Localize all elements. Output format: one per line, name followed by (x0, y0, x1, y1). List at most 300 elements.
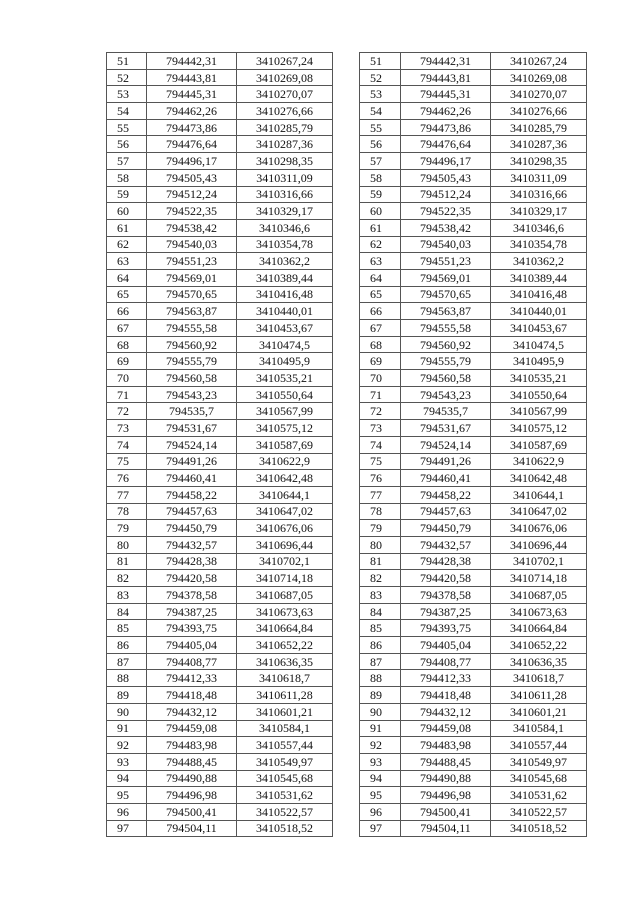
x-coordinate-cell: 794522,35 (401, 203, 491, 220)
point-number-cell: 81 (107, 553, 147, 570)
x-coordinate-cell: 794540,03 (401, 236, 491, 253)
table-row (107, 53, 333, 70)
x-coordinate-cell: 794531,67 (147, 420, 237, 437)
x-coordinate-cell: 794442,31 (147, 53, 237, 70)
y-coordinate-cell: 3410647,02 (237, 503, 333, 520)
point-number-cell: 71 (107, 386, 147, 403)
table-row (360, 236, 587, 253)
y-coordinate-cell: 3410567,99 (491, 403, 587, 420)
y-coordinate-cell: 3410389,44 (491, 269, 587, 286)
y-coordinate-cell: 3410453,67 (237, 320, 333, 337)
point-number-cell: 68 (107, 336, 147, 353)
x-coordinate-cell: 794405,04 (401, 637, 491, 654)
table-row (360, 153, 587, 170)
y-coordinate-cell: 3410276,66 (491, 103, 587, 120)
table-row (107, 303, 333, 320)
y-coordinate-cell: 3410557,44 (491, 737, 587, 754)
x-coordinate-cell: 794458,22 (147, 486, 237, 503)
y-coordinate-cell: 3410673,63 (237, 603, 333, 620)
table-row (107, 370, 333, 387)
table-row (107, 103, 333, 120)
table-row (107, 520, 333, 537)
x-coordinate-cell: 794524,14 (147, 436, 237, 453)
x-coordinate-cell: 794496,98 (401, 787, 491, 804)
point-number-cell: 59 (360, 186, 401, 203)
y-coordinate-cell: 3410270,07 (491, 86, 587, 103)
x-coordinate-cell: 794504,11 (401, 820, 491, 837)
table-row (107, 486, 333, 503)
table-row (360, 720, 587, 737)
x-coordinate-cell: 794460,41 (147, 470, 237, 487)
table-row (360, 219, 587, 236)
point-number-cell: 90 (360, 703, 401, 720)
point-number-cell: 64 (107, 269, 147, 286)
x-coordinate-cell: 794473,86 (401, 119, 491, 136)
x-coordinate-cell: 794560,92 (401, 336, 491, 353)
x-coordinate-cell: 794432,12 (401, 703, 491, 720)
point-number-cell: 65 (360, 286, 401, 303)
point-number-cell: 90 (107, 703, 147, 720)
x-coordinate-cell: 794555,58 (147, 320, 237, 337)
table-row (360, 486, 587, 503)
point-number-cell: 61 (107, 219, 147, 236)
table-row (360, 470, 587, 487)
y-coordinate-cell: 3410587,69 (237, 436, 333, 453)
table-row (107, 536, 333, 553)
point-number-cell: 71 (360, 386, 401, 403)
x-coordinate-cell: 794387,25 (147, 603, 237, 620)
y-coordinate-cell: 3410714,18 (491, 570, 587, 587)
y-coordinate-cell: 3410389,44 (237, 269, 333, 286)
table-row (107, 86, 333, 103)
table-row (107, 119, 333, 136)
y-coordinate-cell: 3410518,52 (491, 820, 587, 837)
point-number-cell: 51 (360, 53, 401, 70)
x-coordinate-cell: 794476,64 (401, 136, 491, 153)
y-coordinate-cell: 3410644,1 (237, 486, 333, 503)
y-coordinate-cell: 3410647,02 (491, 503, 587, 520)
y-coordinate-cell: 3410676,06 (491, 520, 587, 537)
point-number-cell: 53 (107, 86, 147, 103)
x-coordinate-cell: 794491,26 (147, 453, 237, 470)
x-coordinate-cell: 794555,79 (401, 353, 491, 370)
y-coordinate-cell: 3410495,9 (237, 353, 333, 370)
y-coordinate-cell: 3410311,09 (237, 169, 333, 186)
table-row (360, 770, 587, 787)
y-coordinate-cell: 3410298,35 (491, 153, 587, 170)
y-coordinate-cell: 3410575,12 (237, 420, 333, 437)
point-number-cell: 72 (360, 403, 401, 420)
table-body (360, 53, 587, 837)
point-number-cell: 80 (360, 536, 401, 553)
x-coordinate-cell: 794432,12 (147, 703, 237, 720)
y-coordinate-cell: 3410687,05 (237, 587, 333, 604)
point-number-cell: 82 (360, 570, 401, 587)
table-row (107, 720, 333, 737)
table-row (107, 203, 333, 220)
point-number-cell: 59 (107, 186, 147, 203)
x-coordinate-cell: 794462,26 (147, 103, 237, 120)
x-coordinate-cell: 794555,79 (147, 353, 237, 370)
table-row (107, 820, 333, 837)
point-number-cell: 75 (107, 453, 147, 470)
y-coordinate-cell: 3410267,24 (491, 53, 587, 70)
table-row (360, 803, 587, 820)
point-number-cell: 97 (360, 820, 401, 837)
x-coordinate-cell: 794387,25 (401, 603, 491, 620)
point-number-cell: 81 (360, 553, 401, 570)
x-coordinate-cell: 794393,75 (401, 620, 491, 637)
table-row (360, 453, 587, 470)
point-number-cell: 95 (107, 787, 147, 804)
x-coordinate-cell: 794570,65 (147, 286, 237, 303)
x-coordinate-cell: 794460,41 (401, 470, 491, 487)
point-number-cell: 74 (107, 436, 147, 453)
table-row (107, 169, 333, 186)
table-row (107, 153, 333, 170)
point-number-cell: 91 (107, 720, 147, 737)
x-coordinate-cell: 794378,58 (147, 587, 237, 604)
x-coordinate-cell: 794473,86 (147, 119, 237, 136)
x-coordinate-cell: 794408,77 (401, 653, 491, 670)
point-number-cell: 57 (107, 153, 147, 170)
table-row (360, 303, 587, 320)
y-coordinate-cell: 3410329,17 (237, 203, 333, 220)
x-coordinate-cell: 794496,17 (401, 153, 491, 170)
point-number-cell: 84 (360, 603, 401, 620)
table-row (360, 703, 587, 720)
x-coordinate-cell: 794543,23 (401, 386, 491, 403)
table-row (360, 403, 587, 420)
point-number-cell: 55 (107, 119, 147, 136)
table-row (360, 253, 587, 270)
x-coordinate-cell: 794551,23 (147, 253, 237, 270)
table-row (360, 587, 587, 604)
y-coordinate-cell: 3410535,21 (491, 370, 587, 387)
y-coordinate-cell: 3410440,01 (237, 303, 333, 320)
x-coordinate-cell: 794462,26 (401, 103, 491, 120)
point-number-cell: 91 (360, 720, 401, 737)
y-coordinate-cell: 3410587,69 (491, 436, 587, 453)
table-row (107, 436, 333, 453)
x-coordinate-cell: 794551,23 (401, 253, 491, 270)
y-coordinate-cell: 3410416,48 (237, 286, 333, 303)
x-coordinate-cell: 794496,17 (147, 153, 237, 170)
y-coordinate-cell: 3410285,79 (237, 119, 333, 136)
y-coordinate-cell: 3410298,35 (237, 153, 333, 170)
y-coordinate-cell: 3410535,21 (237, 370, 333, 387)
y-coordinate-cell: 3410329,17 (491, 203, 587, 220)
y-coordinate-cell: 3410311,09 (491, 169, 587, 186)
y-coordinate-cell: 3410652,22 (491, 637, 587, 654)
x-coordinate-cell: 794483,98 (401, 737, 491, 754)
y-coordinate-cell: 3410687,05 (491, 587, 587, 604)
table-row (360, 820, 587, 837)
table-row (107, 703, 333, 720)
point-number-cell: 70 (360, 370, 401, 387)
table-row (360, 620, 587, 637)
x-coordinate-cell: 794570,65 (401, 286, 491, 303)
table-row (360, 737, 587, 754)
x-coordinate-cell: 794560,92 (147, 336, 237, 353)
y-coordinate-cell: 3410531,62 (491, 787, 587, 804)
point-number-cell: 55 (360, 119, 401, 136)
x-coordinate-cell: 794442,31 (401, 53, 491, 70)
x-coordinate-cell: 794569,01 (401, 269, 491, 286)
point-number-cell: 64 (360, 269, 401, 286)
y-coordinate-cell: 3410676,06 (237, 520, 333, 537)
point-number-cell: 62 (107, 236, 147, 253)
x-coordinate-cell: 794500,41 (401, 803, 491, 820)
point-number-cell: 52 (107, 69, 147, 86)
point-number-cell: 57 (360, 153, 401, 170)
table-row (360, 119, 587, 136)
point-number-cell: 80 (107, 536, 147, 553)
table-row (360, 103, 587, 120)
point-number-cell: 79 (107, 520, 147, 537)
y-coordinate-cell: 3410474,5 (237, 336, 333, 353)
x-coordinate-cell: 794555,58 (401, 320, 491, 337)
x-coordinate-cell: 794450,79 (401, 520, 491, 537)
table-row (107, 787, 333, 804)
y-coordinate-cell: 3410702,1 (491, 553, 587, 570)
point-number-cell: 85 (107, 620, 147, 637)
point-number-cell: 56 (107, 136, 147, 153)
x-coordinate-cell: 794563,87 (147, 303, 237, 320)
y-coordinate-cell: 3410696,44 (237, 536, 333, 553)
x-coordinate-cell: 794505,43 (401, 169, 491, 186)
point-number-cell: 69 (107, 353, 147, 370)
table-row (107, 69, 333, 86)
table-row (107, 620, 333, 637)
table-row (360, 670, 587, 687)
point-number-cell: 89 (360, 687, 401, 704)
y-coordinate-cell: 3410269,08 (491, 69, 587, 86)
point-number-cell: 52 (360, 69, 401, 86)
x-coordinate-cell: 794458,22 (401, 486, 491, 503)
table-row (360, 353, 587, 370)
point-number-cell: 73 (107, 420, 147, 437)
y-coordinate-cell: 3410416,48 (491, 286, 587, 303)
point-number-cell: 62 (360, 236, 401, 253)
y-coordinate-cell: 3410474,5 (491, 336, 587, 353)
y-coordinate-cell: 3410346,6 (237, 219, 333, 236)
y-coordinate-cell: 3410522,57 (237, 803, 333, 820)
y-coordinate-cell: 3410267,24 (237, 53, 333, 70)
point-number-cell: 68 (360, 336, 401, 353)
y-coordinate-cell: 3410622,9 (491, 453, 587, 470)
table-row (107, 236, 333, 253)
table-row (107, 770, 333, 787)
table-row (360, 136, 587, 153)
point-number-cell: 60 (107, 203, 147, 220)
point-number-cell: 54 (107, 103, 147, 120)
table-row (107, 253, 333, 270)
y-coordinate-cell: 3410642,48 (491, 470, 587, 487)
y-coordinate-cell: 3410644,1 (491, 486, 587, 503)
y-coordinate-cell: 3410550,64 (491, 386, 587, 403)
x-coordinate-cell: 794412,33 (147, 670, 237, 687)
table-row (360, 687, 587, 704)
x-coordinate-cell: 794457,63 (147, 503, 237, 520)
table-row (107, 286, 333, 303)
y-coordinate-cell: 3410696,44 (491, 536, 587, 553)
x-coordinate-cell: 794393,75 (147, 620, 237, 637)
x-coordinate-cell: 794535,7 (147, 403, 237, 420)
table-row (107, 320, 333, 337)
point-number-cell: 92 (360, 737, 401, 754)
table-row (107, 737, 333, 754)
table-row (107, 670, 333, 687)
y-coordinate-cell: 3410601,21 (491, 703, 587, 720)
y-coordinate-cell: 3410584,1 (237, 720, 333, 737)
table-row (107, 353, 333, 370)
table-body (107, 53, 333, 837)
point-number-cell: 82 (107, 570, 147, 587)
x-coordinate-cell: 794443,81 (147, 69, 237, 86)
y-coordinate-cell: 3410642,48 (237, 470, 333, 487)
table-row (360, 286, 587, 303)
table-row (107, 587, 333, 604)
point-number-cell: 61 (360, 219, 401, 236)
x-coordinate-cell: 794563,87 (401, 303, 491, 320)
x-coordinate-cell: 794491,26 (401, 453, 491, 470)
table-row (107, 753, 333, 770)
y-coordinate-cell: 3410453,67 (491, 320, 587, 337)
y-coordinate-cell: 3410664,84 (237, 620, 333, 637)
x-coordinate-cell: 794420,58 (401, 570, 491, 587)
y-coordinate-cell: 3410346,6 (491, 219, 587, 236)
point-number-cell: 86 (360, 637, 401, 654)
point-number-cell: 77 (107, 486, 147, 503)
y-coordinate-cell: 3410316,66 (237, 186, 333, 203)
point-number-cell: 96 (360, 803, 401, 820)
point-number-cell: 94 (360, 770, 401, 787)
point-number-cell: 69 (360, 353, 401, 370)
y-coordinate-cell: 3410354,78 (237, 236, 333, 253)
table-row (107, 386, 333, 403)
point-number-cell: 70 (107, 370, 147, 387)
table-row (360, 603, 587, 620)
point-number-cell: 74 (360, 436, 401, 453)
point-number-cell: 93 (360, 753, 401, 770)
x-coordinate-cell: 794505,43 (147, 169, 237, 186)
point-number-cell: 76 (360, 470, 401, 487)
x-coordinate-cell: 794543,23 (147, 386, 237, 403)
x-coordinate-cell: 794488,45 (147, 753, 237, 770)
y-coordinate-cell: 3410618,7 (491, 670, 587, 687)
table-row (360, 520, 587, 537)
y-coordinate-cell: 3410673,63 (491, 603, 587, 620)
table-row (360, 370, 587, 387)
y-coordinate-cell: 3410440,01 (491, 303, 587, 320)
table-row (360, 553, 587, 570)
table-row (107, 470, 333, 487)
table-row (107, 637, 333, 654)
point-number-cell: 76 (107, 470, 147, 487)
x-coordinate-cell: 794504,11 (147, 820, 237, 837)
table-row (360, 336, 587, 353)
y-coordinate-cell: 3410575,12 (491, 420, 587, 437)
table-row (360, 86, 587, 103)
x-coordinate-cell: 794445,31 (147, 86, 237, 103)
y-coordinate-cell: 3410611,28 (491, 687, 587, 704)
point-number-cell: 92 (107, 737, 147, 754)
x-coordinate-cell: 794432,57 (401, 536, 491, 553)
x-coordinate-cell: 794412,33 (401, 670, 491, 687)
y-coordinate-cell: 3410316,66 (491, 186, 587, 203)
point-number-cell: 84 (107, 603, 147, 620)
table-row (107, 503, 333, 520)
table-row (107, 186, 333, 203)
y-coordinate-cell: 3410549,97 (491, 753, 587, 770)
y-coordinate-cell: 3410549,97 (237, 753, 333, 770)
y-coordinate-cell: 3410584,1 (491, 720, 587, 737)
table-row (360, 53, 587, 70)
y-coordinate-cell: 3410664,84 (491, 620, 587, 637)
x-coordinate-cell: 794450,79 (147, 520, 237, 537)
y-coordinate-cell: 3410287,36 (237, 136, 333, 153)
table-row (107, 553, 333, 570)
table-row (360, 320, 587, 337)
x-coordinate-cell: 794538,42 (401, 219, 491, 236)
table-row (360, 386, 587, 403)
point-number-cell: 77 (360, 486, 401, 503)
point-number-cell: 51 (107, 53, 147, 70)
y-coordinate-cell: 3410531,62 (237, 787, 333, 804)
point-number-cell: 95 (360, 787, 401, 804)
y-coordinate-cell: 3410636,35 (491, 653, 587, 670)
x-coordinate-cell: 794512,24 (147, 186, 237, 203)
table-row (107, 687, 333, 704)
y-coordinate-cell: 3410285,79 (491, 119, 587, 136)
point-number-cell: 87 (360, 653, 401, 670)
point-number-cell: 88 (360, 670, 401, 687)
x-coordinate-cell: 794476,64 (147, 136, 237, 153)
point-number-cell: 87 (107, 653, 147, 670)
y-coordinate-cell: 3410545,68 (237, 770, 333, 787)
table-row (107, 603, 333, 620)
point-number-cell: 85 (360, 620, 401, 637)
point-number-cell: 78 (107, 503, 147, 520)
table-row (107, 420, 333, 437)
table-row (360, 436, 587, 453)
point-number-cell: 83 (360, 587, 401, 604)
x-coordinate-cell: 794405,04 (147, 637, 237, 654)
table-row (360, 787, 587, 804)
x-coordinate-cell: 794496,98 (147, 787, 237, 804)
x-coordinate-cell: 794432,57 (147, 536, 237, 553)
x-coordinate-cell: 794560,58 (147, 370, 237, 387)
point-number-cell: 89 (107, 687, 147, 704)
x-coordinate-cell: 794428,38 (401, 553, 491, 570)
point-number-cell: 79 (360, 520, 401, 537)
x-coordinate-cell: 794569,01 (147, 269, 237, 286)
x-coordinate-cell: 794538,42 (147, 219, 237, 236)
table-row (107, 136, 333, 153)
point-number-cell: 63 (107, 253, 147, 270)
y-coordinate-cell: 3410276,66 (237, 103, 333, 120)
y-coordinate-cell: 3410362,2 (237, 253, 333, 270)
table-row (107, 653, 333, 670)
y-coordinate-cell: 3410601,21 (237, 703, 333, 720)
x-coordinate-cell: 794418,48 (147, 687, 237, 704)
y-coordinate-cell: 3410622,9 (237, 453, 333, 470)
table-row (107, 269, 333, 286)
x-coordinate-cell: 794420,58 (147, 570, 237, 587)
y-coordinate-cell: 3410550,64 (237, 386, 333, 403)
y-coordinate-cell: 3410518,52 (237, 820, 333, 837)
